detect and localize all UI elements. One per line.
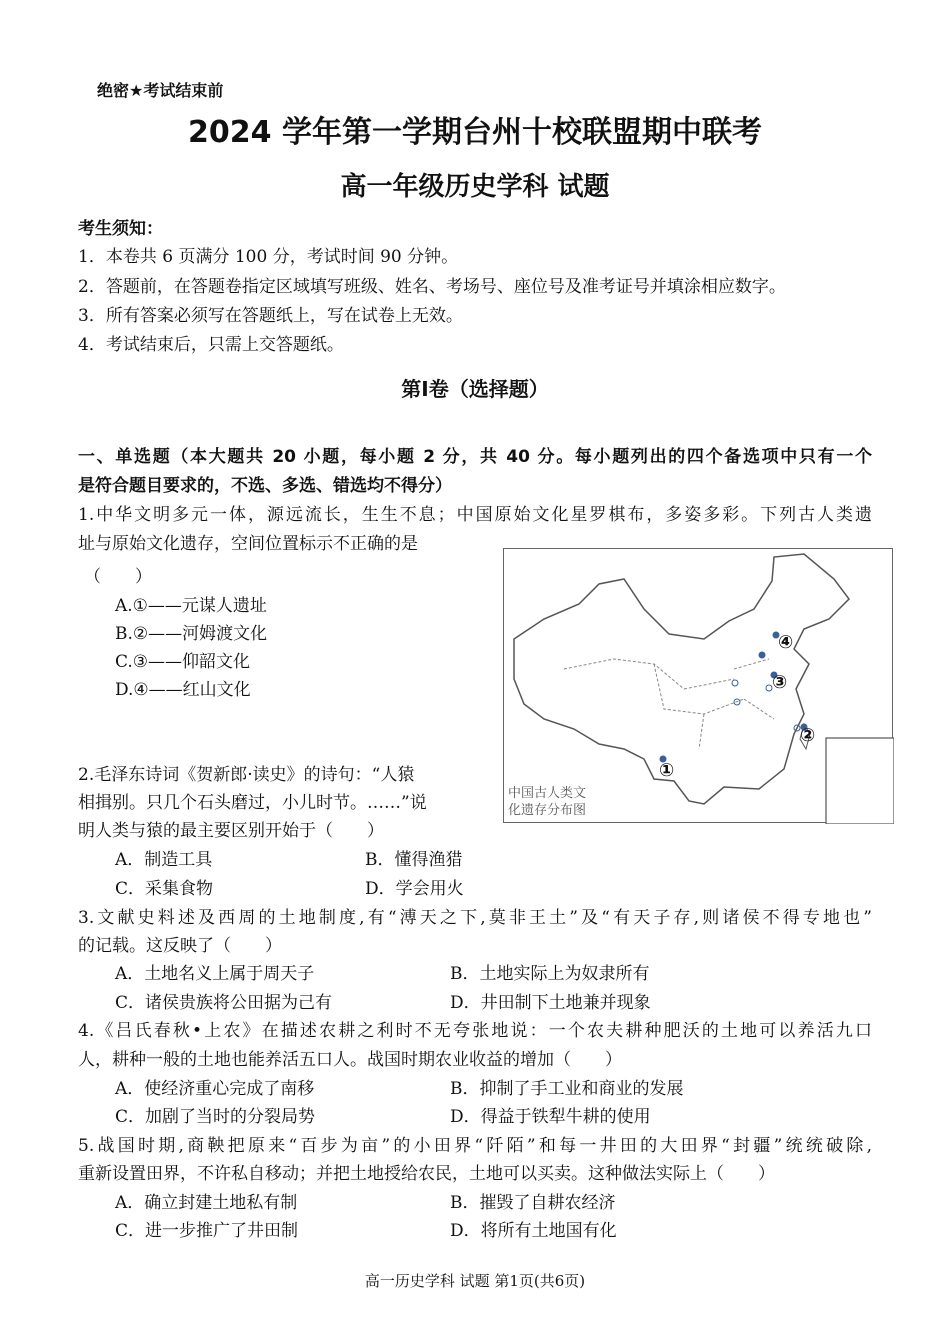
marker-1: ① [659,760,675,781]
option-b: B．懂得渔猎 [365,850,463,870]
exam-subtitle: 高一年级历史学科 试题 [340,172,610,202]
option-b: B．土地实际上为奴隶所有 [450,964,650,984]
option-c: C．进一步推广了井田制 [115,1221,299,1241]
notice-heading: 考生须知： [78,219,163,239]
question-1-text: 1.中华文明多元一体，源远流长，生生不息；中国原始文化星罗棋布，多姿多彩。下列古人类遗 [78,505,872,525]
question-5-text: 重新设置田界，不许私自移动；并把土地授给农民，土地可以买卖。这种做法实际上（ ） [78,1164,775,1184]
section-heading: 一、单选题（本大题共 20 小题，每小题 2 分，共 40 分。每小题列出的四个备选项中只有一个 [78,447,872,467]
option-d: D.④——红山文化 [115,680,251,700]
option-b: B.②——河姆渡文化 [115,624,268,644]
question-1-text: 址与原始文化遗存，空间位置标示不正确的是 [78,534,418,554]
notice-item: 4．考试结束后，只需上交答题纸。 [78,335,344,355]
option-a: A．土地名义上属于周天子 [115,964,315,984]
marker-3: ③ [772,672,788,693]
china-map-outline [504,549,894,824]
option-d: D．井田制下土地兼并现象 [450,993,651,1013]
option-d: D．将所有土地国有化 [450,1221,617,1241]
notice-item: 1．本卷共 6 页满分 100 分，考试时间 90 分钟。 [78,247,459,267]
option-a: A.①——元谋人遗址 [115,596,267,616]
option-c: C.③——仰韶文化 [115,652,251,672]
question-2-text: 相揖别。只几个石头磨过，小儿时节。……”说 [78,793,427,813]
option-a: A．使经济重心完成了南移 [115,1079,315,1099]
option-d: D．学会用火 [365,879,464,899]
option-c: C．采集食物 [115,879,214,899]
notice-item: 2．答题前，在答题卷指定区域填写班级、姓名、考场号、座位号及准考证号并填涂相应数字。 [78,277,786,297]
option-c: C．诸侯贵族将公田据为己有 [115,993,333,1013]
option-c: C．加剧了当时的分裂局势 [115,1107,316,1127]
question-2-text: 2.毛泽东诗词《贺新郎·读史》的诗句：“人猿 [78,765,415,785]
option-b: B．抑制了手工业和商业的发展 [450,1079,684,1099]
question-2-text: 明人类与猿的最主要区别开始于（ ） [78,821,384,841]
question-5-text: 5.战国时期,商鞅把原来“百步为亩”的小田界“阡陌”和每一井田的大田界“封疆”统统破除, [78,1136,872,1156]
option-b: B．摧毁了自耕农经济 [450,1193,616,1213]
question-4-text: 4.《吕氏春秋•上农》在描述农耕之利时不无夸张地说：一个农夫耕种肥沃的土地可以养活九口 [78,1021,872,1041]
option-a: A．确立封建土地私有制 [115,1193,298,1213]
part-title: 第Ⅰ卷（选择题） [401,377,549,401]
question-3-text: 的记载。这反映了（ ） [78,936,282,956]
question-4-text: 人，耕种一般的土地也能养活五口人。战国时期农业收益的增加（ ） [78,1050,622,1070]
option-a: A．制造工具 [115,850,213,870]
question-3-text: 3.文献史料述及西周的土地制度,有“溥天之下,莫非王土”及“有天子存,则诸侯不得专地也” [78,908,872,928]
map-caption: 中国古人类文 [508,786,587,801]
marker-2: ② [800,725,816,746]
confidential-label: 绝密★考试结束前 [97,81,224,100]
china-map-figure [503,548,893,823]
question-1-blank: （ ） [84,567,152,587]
section-heading: 是符合题目要求的，不选、多选、错选均不得分） [78,476,452,496]
page-footer: 高一历史学科 试题 第1页(共6页) [364,1272,586,1290]
exam-title: 2024 学年第一学期台州十校联盟期中联考 [188,115,762,150]
map-caption: 化遗存分布图 [508,803,587,818]
marker-4: ④ [778,632,794,653]
option-d: D．得益于铁犁牛耕的使用 [450,1107,651,1127]
notice-item: 3．所有答案必须写在答题纸上，写在试卷上无效。 [78,306,463,326]
